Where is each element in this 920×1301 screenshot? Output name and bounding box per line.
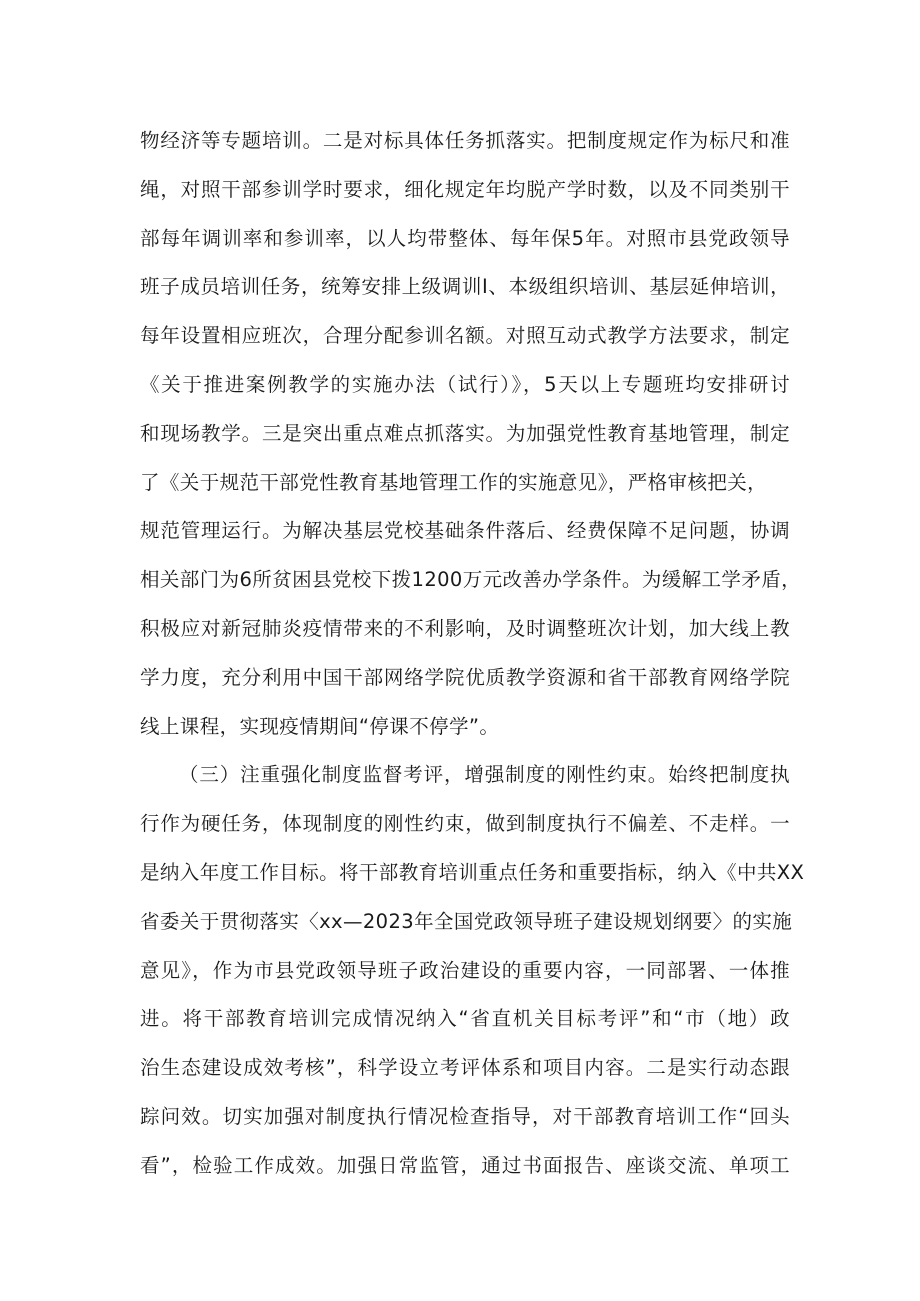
text-line: 班子成员培训任务，统筹安排上级调训I、本级组织培训、基层延伸培训， [140,275,790,299]
text-line: 治生态建设成效考核”，科学设立考评体系和项目内容。二是实行动态跟 [140,1056,790,1080]
text-line: 看”，检验工作成效。加强日常监管，通过书面报告、座谈交流、单项工 [140,1153,790,1177]
text-line: 绳，对照干部参训学时要求，细化规定年均脱产学时数，以及不同类别干 [140,177,790,201]
text-line: 规范管理运行。为解决基层党校基础条件落后、经费保障不足问题，协调 [140,519,790,543]
text-line: 线上课程，实现疫情期间“停课不停学”。 [140,714,500,738]
text-line: 进。将干部教育培训完成情况纳入“省直机关目标考评”和“市（地）政 [140,1007,790,1031]
text-line: 部每年调训率和参训率，以人均带整体、每年保5年。对照市县党政领导 [140,226,790,250]
text-line: 《关于推进案例教学的实施办法（试行）》，5天以上专题班均安排研讨 [140,372,790,396]
text-line: 每年设置相应班次，合理分配参训名额。对照互动式教学方法要求，制定 [140,324,790,348]
text-line: 意见》，作为市县党政领导班子政治建设的重要内容，一同部署、一体推 [140,958,790,982]
text-line: 相关部门为6所贫困县党校下拨1200万元改善办学条件。为缓解工学矛盾， [140,568,802,592]
text-line: 了《关于规范干部党性教育基地管理工作的实施意见》，严格审核把关， [140,470,768,494]
text-line: 学力度，充分利用中国干部网络学院优质教学资源和省干部教育网络学院 [140,665,790,689]
text-line: 踪问效。切实加强对制度执行情况检查指导，对干部教育培训工作“回头 [140,1104,790,1128]
text-line: 积极应对新冠肺炎疫情带来的不利影响，及时调整班次计划，加大线上教 [140,616,790,640]
text-line: 和现场教学。三是突出重点难点抓落实。为加强党性教育基地管理，制定 [140,421,790,445]
text-line: （三）注重强化制度监督考评，增强制度的刚性约束。始终把制度执 [179,763,790,787]
document-body [140,117,805,1191]
text-line: 行作为硬任务，体现制度的刚性约束，做到制度执行不偏差、不走样。一 [140,812,790,836]
paragraph-1 [140,117,802,751]
text-line: 物经济等专题培训。二是对标具体任务抓落实。把制度规定作为标尺和准 [140,129,790,152]
text-line: 省委关于贯彻落实〈xx—2023年全国党政领导班子建设规划纲要〉的实施 [140,909,793,933]
text-line: 是纳入年度工作目标。将干部教育培训重点任务和重要指标，纳入《中共XX [140,860,805,884]
paragraph-2 [140,751,805,1190]
